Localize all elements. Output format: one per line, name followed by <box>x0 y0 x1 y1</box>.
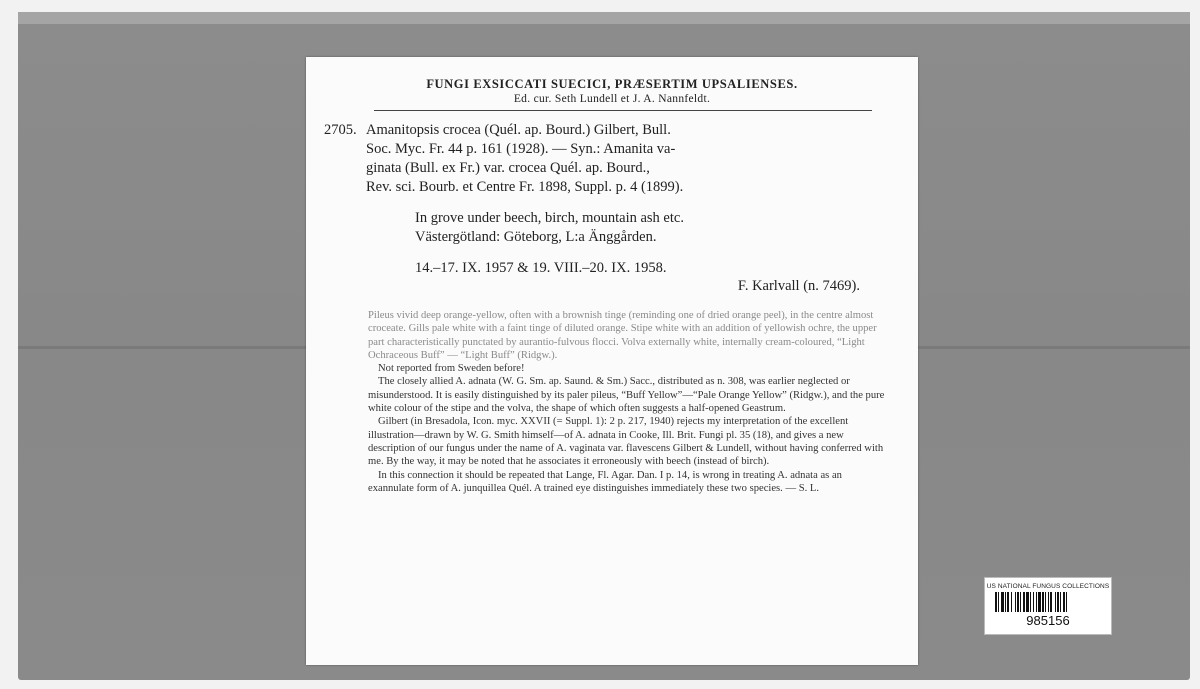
collection-dates <box>415 259 900 278</box>
locality-text: Västergötland: Göteborg, L:a Änggården. <box>415 229 657 245</box>
citation-line: Amanitopsis crocea (Quél. ap. Bourd.) Gilbert, Bull. <box>366 122 671 138</box>
habitat-locality <box>415 209 900 247</box>
note-paragraph: Gilbert (in Bresadola, Icon. myc. XXVII (= Suppl. 1): 2 p. 217, 1940) rejects my interpretation of the excellent illustration—drawn by W. G. Smith himself—of A. adnata in Cooke, Ill. Brit. Fungi pl. 35 (18), and gives a new description of our fungus under the name of A. vaginata var. flavescens Gilbert & Lundell, without having conferred with me. By the way, it may be noted that he associates it erroneously with beech (instead of birch). <box>368 416 884 468</box>
note-paragraph: Not reported from Sweden before! <box>378 363 525 375</box>
barcode-icon <box>995 592 1101 612</box>
taxon-entry <box>324 121 900 197</box>
citation-line: ginata (Bull. ex Fr.) var. crocea Quél. ap. Bourd., <box>366 160 650 176</box>
header-rule <box>374 110 872 111</box>
note-paragraph: Pileus vivid deep orange-yellow, often with a brownish tinge (reminding one of dried orange peel), in the centre almost crocеate. Gills pale white with a faint tinge of diluted orange. Stipe white with an addition of yellowish ochre, the upper part characteristically punctated by aurantio-fulvous flocci. Volva externally white, internally cream-coloured, “Light Ochraceous Buff” — “Light Buff” (Ridgw.). <box>368 310 877 361</box>
collector-text: F. Karlvall (n. 7469). <box>737 278 860 294</box>
dates-text: 14.–17. IX. 1957 & 19. VIII.–20. IX. 1958. <box>415 260 667 276</box>
sheet-top-edge <box>18 12 1190 24</box>
barcode-number: 985156 <box>1026 613 1070 628</box>
citation-line: Rev. sci. Bourb. et Centre Fr. 1898, Suppl. p. 4 (1899). <box>366 179 684 195</box>
citation-line: Soc. Myc. Fr. 44 p. 161 (1928). — Syn.: Amanita va- <box>366 141 676 157</box>
habitat-text: In grove under beech, birch, mountain ash etc. <box>415 210 684 226</box>
editors-line: Ed. cur. Seth Lundell et J. A. Nannfeldt. <box>513 93 711 105</box>
notes-block <box>324 309 900 495</box>
specimen-label <box>306 57 918 665</box>
note-paragraph: The closely allied A. adnata (W. G. Sm. ap. Saund. & Sm.) Sacc., distributed as n. 308, was earlier neglected or misunderstood. It is easily distinguished by its paler pileus, “Buff Yellow”—“Pale Orange Yellow” (Ridgw.), and the pure white colour of the stipe and the volva, the shape of which often suggests a half-opened Geastrum. <box>368 376 885 415</box>
note-paragraph: In this connection it should be repeated that Lange, Fl. Agar. Dan. I p. 14, is wrong in treating A. adnata as an exannulate form of A. junquillea Quél. A trained eye distinguishes immediately these two species. — S. L. <box>368 469 842 494</box>
series-title: FUNGI EXSICCATI SUECICI, PRÆSERTIM UPSALIENSES. <box>426 77 798 91</box>
taxon-citation <box>366 121 900 197</box>
barcode-caption: US NATIONAL FUNGUS COLLECTIONS <box>986 583 1110 590</box>
exsiccata-number: 2705. <box>324 122 357 138</box>
barcode-label <box>984 577 1112 635</box>
